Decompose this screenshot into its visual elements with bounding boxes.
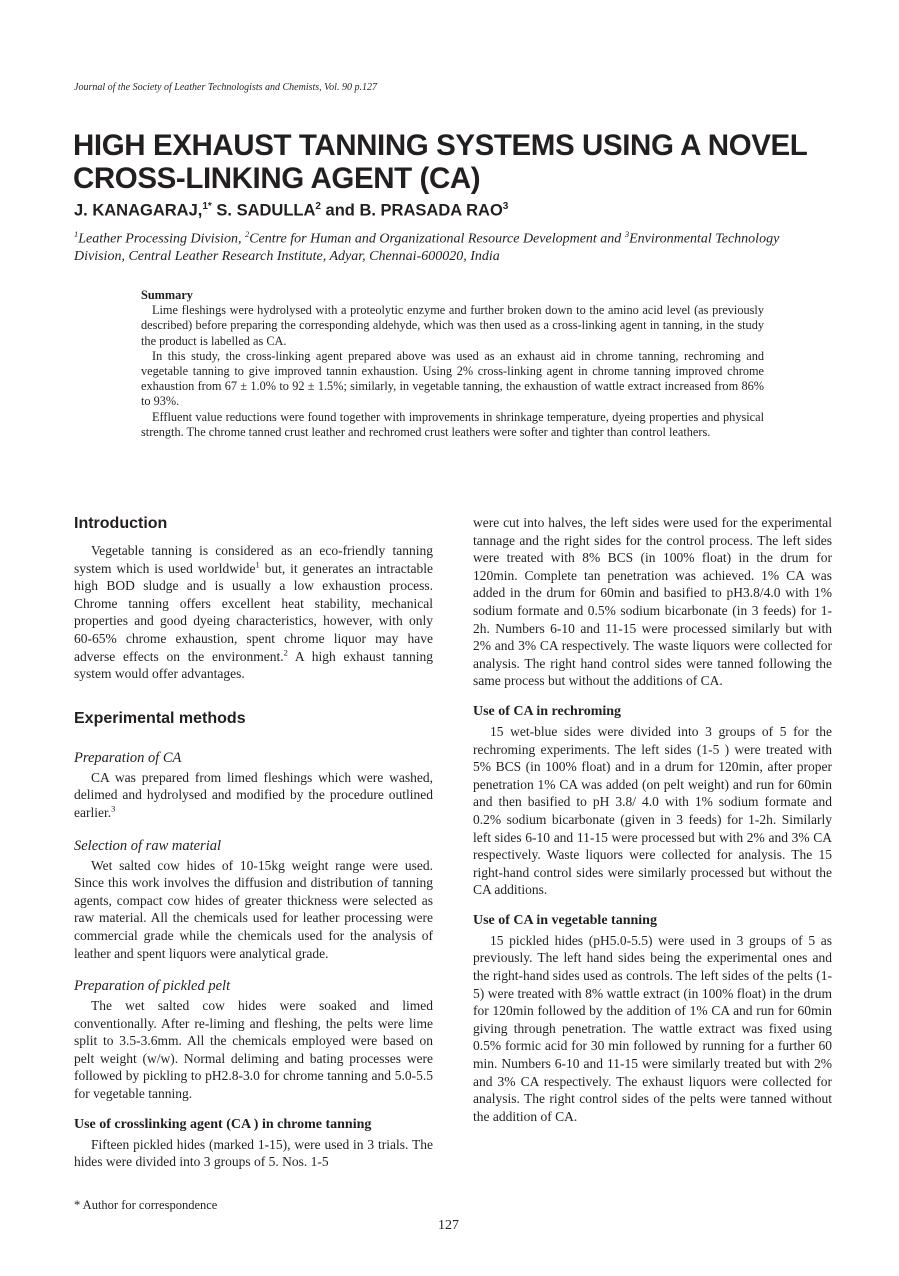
rechroming-heading: Use of CA in rechroming [473, 703, 622, 719]
vegetable-tanning-heading: Use of CA in vegetable tanning [473, 912, 657, 928]
summary-block [141, 288, 764, 440]
text-span: but, it generates an intractable high BOD sludge and is usually a low exhaustion process. Chrome tanning offers excellent heat stability, mechanical properties and good dyeing characteristics, however, with only 60-65% chrome exhaustion, spent chrome liquor may have adverse effects on the environment. [74, 560, 433, 664]
summary-paragraph: Lime fleshings were hydrolysed with a proteolytic enzyme and further broken down to the amino acid level (as previously described) before preparing the corresponding aldehyde, which was then used as a cross-linking agent in tanning, in the study the product is labelled as CA. [141, 303, 764, 348]
chrome-tanning-paragraph: Fifteen pickled hides (marked 1-15), were used in 3 trials. The hides were divided into 3 groups of 5. Nos. 1-5 [74, 1136, 433, 1170]
prep-ca-paragraph [74, 769, 433, 822]
text-span: A high exhaust tanning system would offer advantages. [74, 648, 433, 682]
author-name: and B. PRASADA RAO [320, 201, 503, 220]
affiliation-mark: 2 [244, 229, 250, 239]
right-column [473, 514, 832, 1125]
affiliation-1: Leather Processing Division, [78, 231, 245, 247]
methods-heading: Experimental methods [74, 709, 246, 727]
rechroming-paragraph: 15 wet-blue sides were divided into 3 groups of 5 for the rechroming experiments. The left sides (1-5 ) were treated with 5% BCS (in 100% float) and in a drum for 120min, after proper penetration 1% CA was added (on pelt weight) and run for 60min and then basified to pH 3.8/ 4.0 with 1% sodium formate and 0.2% sodium bicarbonate (given in 3 feeds) for 1-2h. Similarly left sides 6-10 and 11-15 were processed but with 2% and 3% CA respectively. Waste liquors were collected for analysis. The 15 right-hand control sides were similarly processed but without the CA additions. [473, 723, 832, 898]
affiliation-3: Environmental Technology Division, Central Leather Research Institute, Adyar, Chennai-600020, India [74, 231, 780, 265]
introduction-heading: Introduction [74, 515, 168, 532]
reference-mark: 1 [255, 559, 260, 570]
correspondence-footnote: * Author for correspondence [74, 1198, 218, 1212]
author-affiliation-mark: 3 [502, 201, 509, 212]
article-title [73, 129, 833, 195]
introduction-paragraph [74, 542, 433, 683]
prep-ca-heading: Preparation of CA [74, 749, 182, 766]
affiliations [74, 226, 794, 266]
text-span: Vegetable tanning is considered as an eco-friendly tanning system which is used worldwide [74, 543, 433, 576]
reference-mark: 3 [111, 803, 116, 814]
author-affiliation-mark: 1* [202, 201, 212, 212]
summary-heading: Summary [141, 288, 193, 302]
title-line-2: CROSS-LINKING AGENT (CA) [73, 162, 481, 195]
author-list [74, 201, 508, 221]
vegetable-tanning-paragraph: 15 pickled hides (pH5.0-5.5) were used in 3 groups of 5 as previously. The left hand sides being the experimental ones and the right-hand sides used as controls. The left sides of the pelts (1-5) were treated with 8% wattle extract (in 100% float) in the drum for 120min followed by the addition of 1% CA and run for 60min giving through penetration. The wattle extract was fixed using 0.5% formic acid for 30 min followed by running for a further 60 min. Numbers 6-10 and 11-15 were similarly treated but with 2% and 3% CA respectively. The exhaust liquors were collected for analysis. The right control sides of the pelts were tanned without the addition of CA. [473, 932, 832, 1124]
summary-paragraph: In this study, the cross-linking agent prepared above was used as an exhaust aid in chrome tanning, rechroming and vegetable tanning to give improved tannin exhaustion. Using 2% cross-linking agent in chrome tanning improved chrome exhaustion from 67 ± 1.0% to 92 ± 1.5%; similarly, in vegetable tanning, the exhaustion of wattle extract increased from 86% to 93%. [141, 348, 764, 409]
summary-paragraph: Effluent value reductions were found together with improvements in shrinkage temperature, dyeing properties and physical strength. The chrome tanned crust leather and rechromed crust leathers were softer and tighter than control leathers. [141, 409, 764, 439]
pickled-pelt-heading: Preparation of pickled pelt [74, 978, 231, 995]
reference-mark: 2 [283, 647, 288, 658]
pickled-pelt-paragraph: The wet salted cow hides were soaked and limed conventionally. After re-liming and fleshing, the pelts were lime split to 3.5-3.6mm. All the chemicals employed were based on pelt weight (w/w). Normal deliming and bating processes were followed by pickling to pH2.8-3.0 for chrome tanning and 5.0-5.5 for vegetable tanning. [74, 998, 433, 1102]
affiliation-2: Centre for Human and Organizational Resource Development and [249, 231, 625, 247]
author-name: S. SADULLA [211, 201, 316, 220]
author-name: J. KANAGARAJ, [74, 201, 203, 220]
text-span: CA was prepared from limed fleshings which were washed, delimed and hydrolysed and modified by the procedure outlined earlier. [74, 769, 433, 820]
raw-material-paragraph: Wet salted cow hides of 10-15kg weight range were used. Since this work involves the diffusion and distribution of tanning agents, compact cow hides of greater thickness were selected as raw material. All the chemicals used for leather processing were commercial grade while the chemicals used for the analysis of leather and spent liquors were analytical grade. [74, 857, 433, 961]
author-affiliation-mark: 2 [315, 201, 321, 212]
affiliation-mark: 1 [74, 229, 79, 239]
raw-material-heading: Selection of raw material [74, 837, 221, 854]
left-column [74, 514, 433, 1171]
page-number: 127 [438, 1218, 459, 1233]
affiliation-mark: 3 [624, 229, 630, 239]
journal-header: Journal of the Society of Leather Technologists and Chemists, Vol. 90 p.127 [74, 82, 377, 93]
chrome-tanning-paragraph-continued: were cut into halves, the left sides were used for the experimental tannage and the right sides for the control process. The left sides were treated with 8% BCS (in 100% float) in the drum for 120min. Complete tan penetration was achieved. 1% CA was added in the drum for 60min and basified to pH3.8/4.0 with 1% sodium formate and 0.5% sodium bicarbonate (in 3 feeds) for 1-2h. Numbers 6-10 and 11-15 were processed similarly but with 2% and 3% CA respectively. The waste liquors were collected for analysis. The right hand control sides were tanned following the same process but without the additions of CA. [473, 515, 832, 689]
title-line-1: HIGH EXHAUST TANNING SYSTEMS USING A NOVEL [73, 129, 808, 162]
chrome-tanning-heading: Use of crosslinking agent (CA ) in chrome tanning [74, 1116, 372, 1132]
